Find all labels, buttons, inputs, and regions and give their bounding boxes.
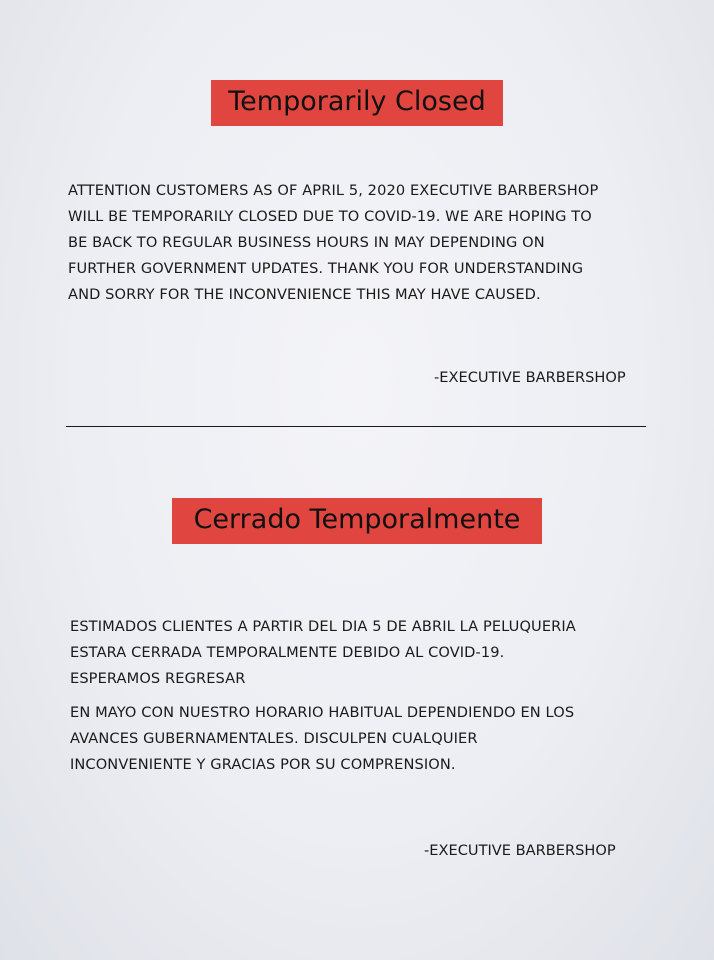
spanish-message-part-2 <box>70 700 574 778</box>
english-message-line: AND SORRY FOR THE INCONVENIENCE THIS MAY HAVE CAUSED. <box>68 286 541 303</box>
english-message-line: FURTHER GOVERNMENT UPDATES. THANK YOU FOR UNDERSTANDING <box>68 260 584 277</box>
english-message-line: ATTENTION CUSTOMERS AS OF APRIL 5, 2020 EXECUTIVE BARBERSHOP <box>68 182 599 199</box>
section-divider <box>66 426 646 427</box>
spanish-message-line: ESPERAMOS REGRESAR <box>70 670 246 687</box>
spanish-message-line: AVANCES GUBERNAMENTALES. DISCULPEN CUALQUIER <box>70 730 478 747</box>
spanish-signature: -EXECUTIVE BARBERSHOP <box>424 842 616 859</box>
spanish-message-line: ESTIMADOS CLIENTES A PARTIR DEL DIA 5 DE ABRIL LA PELUQUERIA <box>70 618 576 635</box>
english-message-line: WILL BE TEMPORARILY CLOSED DUE TO COVID-19. WE ARE HOPING TO <box>68 208 592 225</box>
spanish-message-line: EN MAYO CON NUESTRO HORARIO HABITUAL DEPENDIENDO EN LOS <box>70 704 575 721</box>
spanish-message-line: ESTARA CERRADA TEMPORALMENTE DEBIDO AL COVID-19. <box>70 644 505 661</box>
english-message <box>68 178 598 308</box>
english-signature: -EXECUTIVE BARBERSHOP <box>434 369 626 386</box>
english-message-line: BE BACK TO REGULAR BUSINESS HOURS IN MAY DEPENDING ON <box>68 234 545 251</box>
spanish-message-part-1 <box>70 614 576 692</box>
spanish-title: Cerrado Temporalmente <box>172 498 542 544</box>
spanish-message-line: INCONVENIENTE Y GRACIAS POR SU COMPRENSION. <box>70 756 456 773</box>
english-title: Temporarily Closed <box>211 80 503 126</box>
